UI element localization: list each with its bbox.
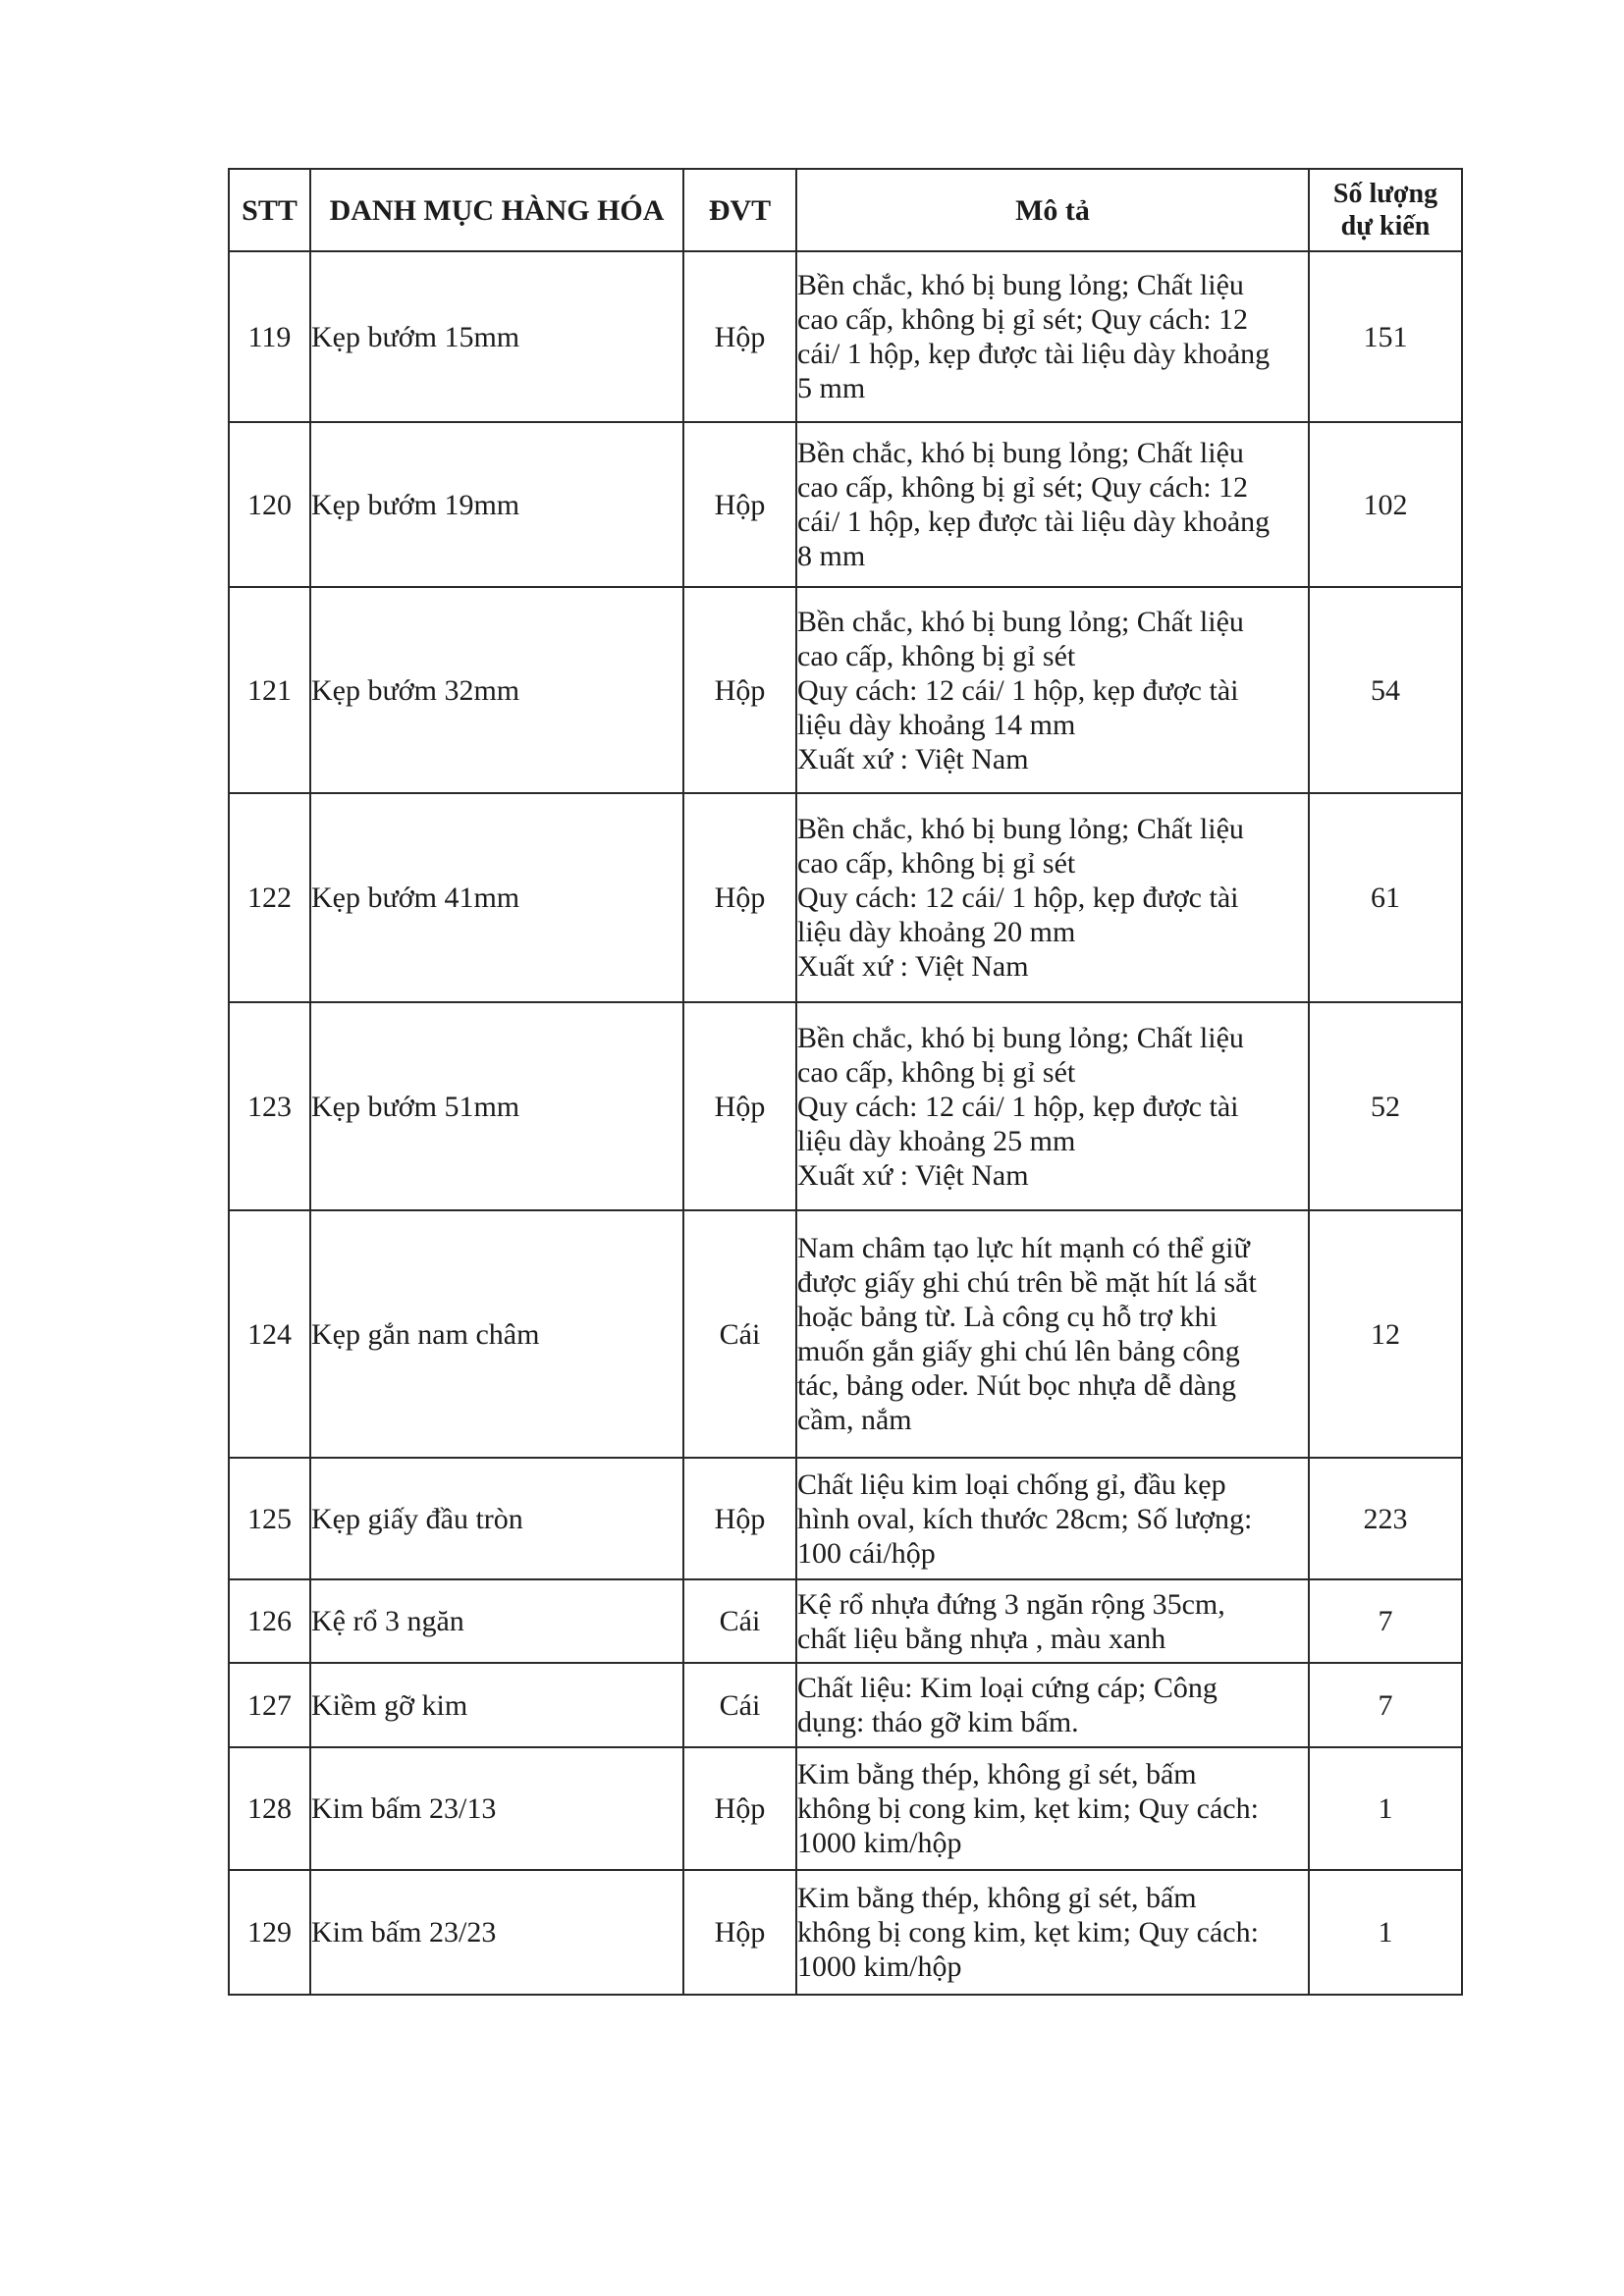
cell-stt: 125 xyxy=(229,1458,310,1579)
cell-description: Kim bằng thép, không gỉ sét, bấm không bị cong kim, kẹt kim; Quy cách: 1000 kim/hộp xyxy=(796,1870,1309,1995)
cell-unit: Hộp xyxy=(683,422,796,587)
cell-description: Kệ rổ nhựa đứng 3 ngăn rộng 35cm, chất liệu bằng nhựa , màu xanh xyxy=(796,1579,1309,1663)
cell-item-name: Kim bấm 23/13 xyxy=(310,1747,683,1870)
cell-quantity: 102 xyxy=(1309,422,1462,587)
cell-item-name: Kẹp bướm 19mm xyxy=(310,422,683,587)
cell-quantity: 54 xyxy=(1309,587,1462,793)
cell-unit: Cái xyxy=(683,1579,796,1663)
table-row xyxy=(229,1663,1462,1747)
cell-stt: 121 xyxy=(229,587,310,793)
cell-unit: Hộp xyxy=(683,1002,796,1210)
cell-unit: Hộp xyxy=(683,587,796,793)
cell-stt: 122 xyxy=(229,793,310,1002)
cell-unit: Cái xyxy=(683,1663,796,1747)
table-row xyxy=(229,1870,1462,1995)
cell-quantity: 1 xyxy=(1309,1747,1462,1870)
cell-description: Bền chắc, khó bị bung lỏng; Chất liệu cao cấp, không bị gỉ sét; Quy cách: 12 cái/ 1 hộp, kẹp được tài liệu dày khoảng 5 mm xyxy=(796,251,1309,422)
cell-item-name: Kim bấm 23/23 xyxy=(310,1870,683,1995)
header-description: Mô tả xyxy=(796,169,1309,251)
cell-quantity: 61 xyxy=(1309,793,1462,1002)
cell-item-name: Kệ rổ 3 ngăn xyxy=(310,1579,683,1663)
cell-item-name: Kẹp bướm 15mm xyxy=(310,251,683,422)
cell-quantity: 151 xyxy=(1309,251,1462,422)
cell-description: Bền chắc, khó bị bung lỏng; Chất liệu cao cấp, không bị gỉ sét Quy cách: 12 cái/ 1 hộp, kẹp được tài liệu dày khoảng 14 mm Xuất xứ : Việt Nam xyxy=(796,587,1309,793)
table-row xyxy=(229,793,1462,1002)
cell-stt: 124 xyxy=(229,1210,310,1458)
header-row xyxy=(229,169,1462,251)
table-row xyxy=(229,1002,1462,1210)
table-row xyxy=(229,1579,1462,1663)
cell-stt: 128 xyxy=(229,1747,310,1870)
goods-table xyxy=(228,168,1463,1996)
cell-unit: Cái xyxy=(683,1210,796,1458)
header-quantity: Số lượng dự kiến xyxy=(1309,169,1462,251)
header-unit: ĐVT xyxy=(683,169,796,251)
cell-unit: Hộp xyxy=(683,1870,796,1995)
cell-stt: 129 xyxy=(229,1870,310,1995)
cell-item-name: Kẹp gắn nam châm xyxy=(310,1210,683,1458)
cell-item-name: Kẹp bướm 32mm xyxy=(310,587,683,793)
table-row xyxy=(229,587,1462,793)
header-stt: STT xyxy=(229,169,310,251)
cell-quantity: 12 xyxy=(1309,1210,1462,1458)
table-row xyxy=(229,251,1462,422)
cell-stt: 123 xyxy=(229,1002,310,1210)
cell-unit: Hộp xyxy=(683,793,796,1002)
cell-item-name: Kiềm gỡ kim xyxy=(310,1663,683,1747)
table-row xyxy=(229,1210,1462,1458)
cell-description: Chất liệu kim loại chống gỉ, đầu kẹp hình oval, kích thước 28cm; Số lượng: 100 cái/hộp xyxy=(796,1458,1309,1579)
cell-quantity: 1 xyxy=(1309,1870,1462,1995)
cell-description: Kim bằng thép, không gỉ sét, bấm không bị cong kim, kẹt kim; Quy cách: 1000 kim/hộp xyxy=(796,1747,1309,1870)
cell-stt: 127 xyxy=(229,1663,310,1747)
cell-quantity: 223 xyxy=(1309,1458,1462,1579)
cell-unit: Hộp xyxy=(683,1458,796,1579)
cell-quantity: 7 xyxy=(1309,1663,1462,1747)
cell-item-name: Kẹp bướm 51mm xyxy=(310,1002,683,1210)
table-header xyxy=(229,169,1462,251)
cell-stt: 126 xyxy=(229,1579,310,1663)
header-item-name: DANH MỤC HÀNG HÓA xyxy=(310,169,683,251)
table-body xyxy=(229,251,1462,1995)
cell-unit: Hộp xyxy=(683,1747,796,1870)
cell-stt: 119 xyxy=(229,251,310,422)
cell-description: Bền chắc, khó bị bung lỏng; Chất liệu cao cấp, không bị gỉ sét Quy cách: 12 cái/ 1 hộp, kẹp được tài liệu dày khoảng 25 mm Xuất xứ : Việt Nam xyxy=(796,1002,1309,1210)
cell-description: Chất liệu: Kim loại cứng cáp; Công dụng: tháo gỡ kim bấm. xyxy=(796,1663,1309,1747)
cell-description: Bền chắc, khó bị bung lỏng; Chất liệu cao cấp, không bị gỉ sét Quy cách: 12 cái/ 1 hộp, kẹp được tài liệu dày khoảng 20 mm Xuất xứ : Việt Nam xyxy=(796,793,1309,1002)
table-row xyxy=(229,1747,1462,1870)
cell-quantity: 52 xyxy=(1309,1002,1462,1210)
cell-item-name: Kẹp bướm 41mm xyxy=(310,793,683,1002)
cell-stt: 120 xyxy=(229,422,310,587)
cell-description: Nam châm tạo lực hít mạnh có thể giữ được giấy ghi chú trên bề mặt hít lá sắt hoặc bảng từ. Là công cụ hỗ trợ khi muốn gắn giấy ghi chú lên bảng công tác, bảng oder. Nút bọc nhựa dễ dàng cầm, nắm xyxy=(796,1210,1309,1458)
table-row xyxy=(229,1458,1462,1579)
cell-item-name: Kẹp giấy đầu tròn xyxy=(310,1458,683,1579)
cell-unit: Hộp xyxy=(683,251,796,422)
cell-quantity: 7 xyxy=(1309,1579,1462,1663)
cell-description: Bền chắc, khó bị bung lỏng; Chất liệu cao cấp, không bị gỉ sét; Quy cách: 12 cái/ 1 hộp, kẹp được tài liệu dày khoảng 8 mm xyxy=(796,422,1309,587)
table-row xyxy=(229,422,1462,587)
